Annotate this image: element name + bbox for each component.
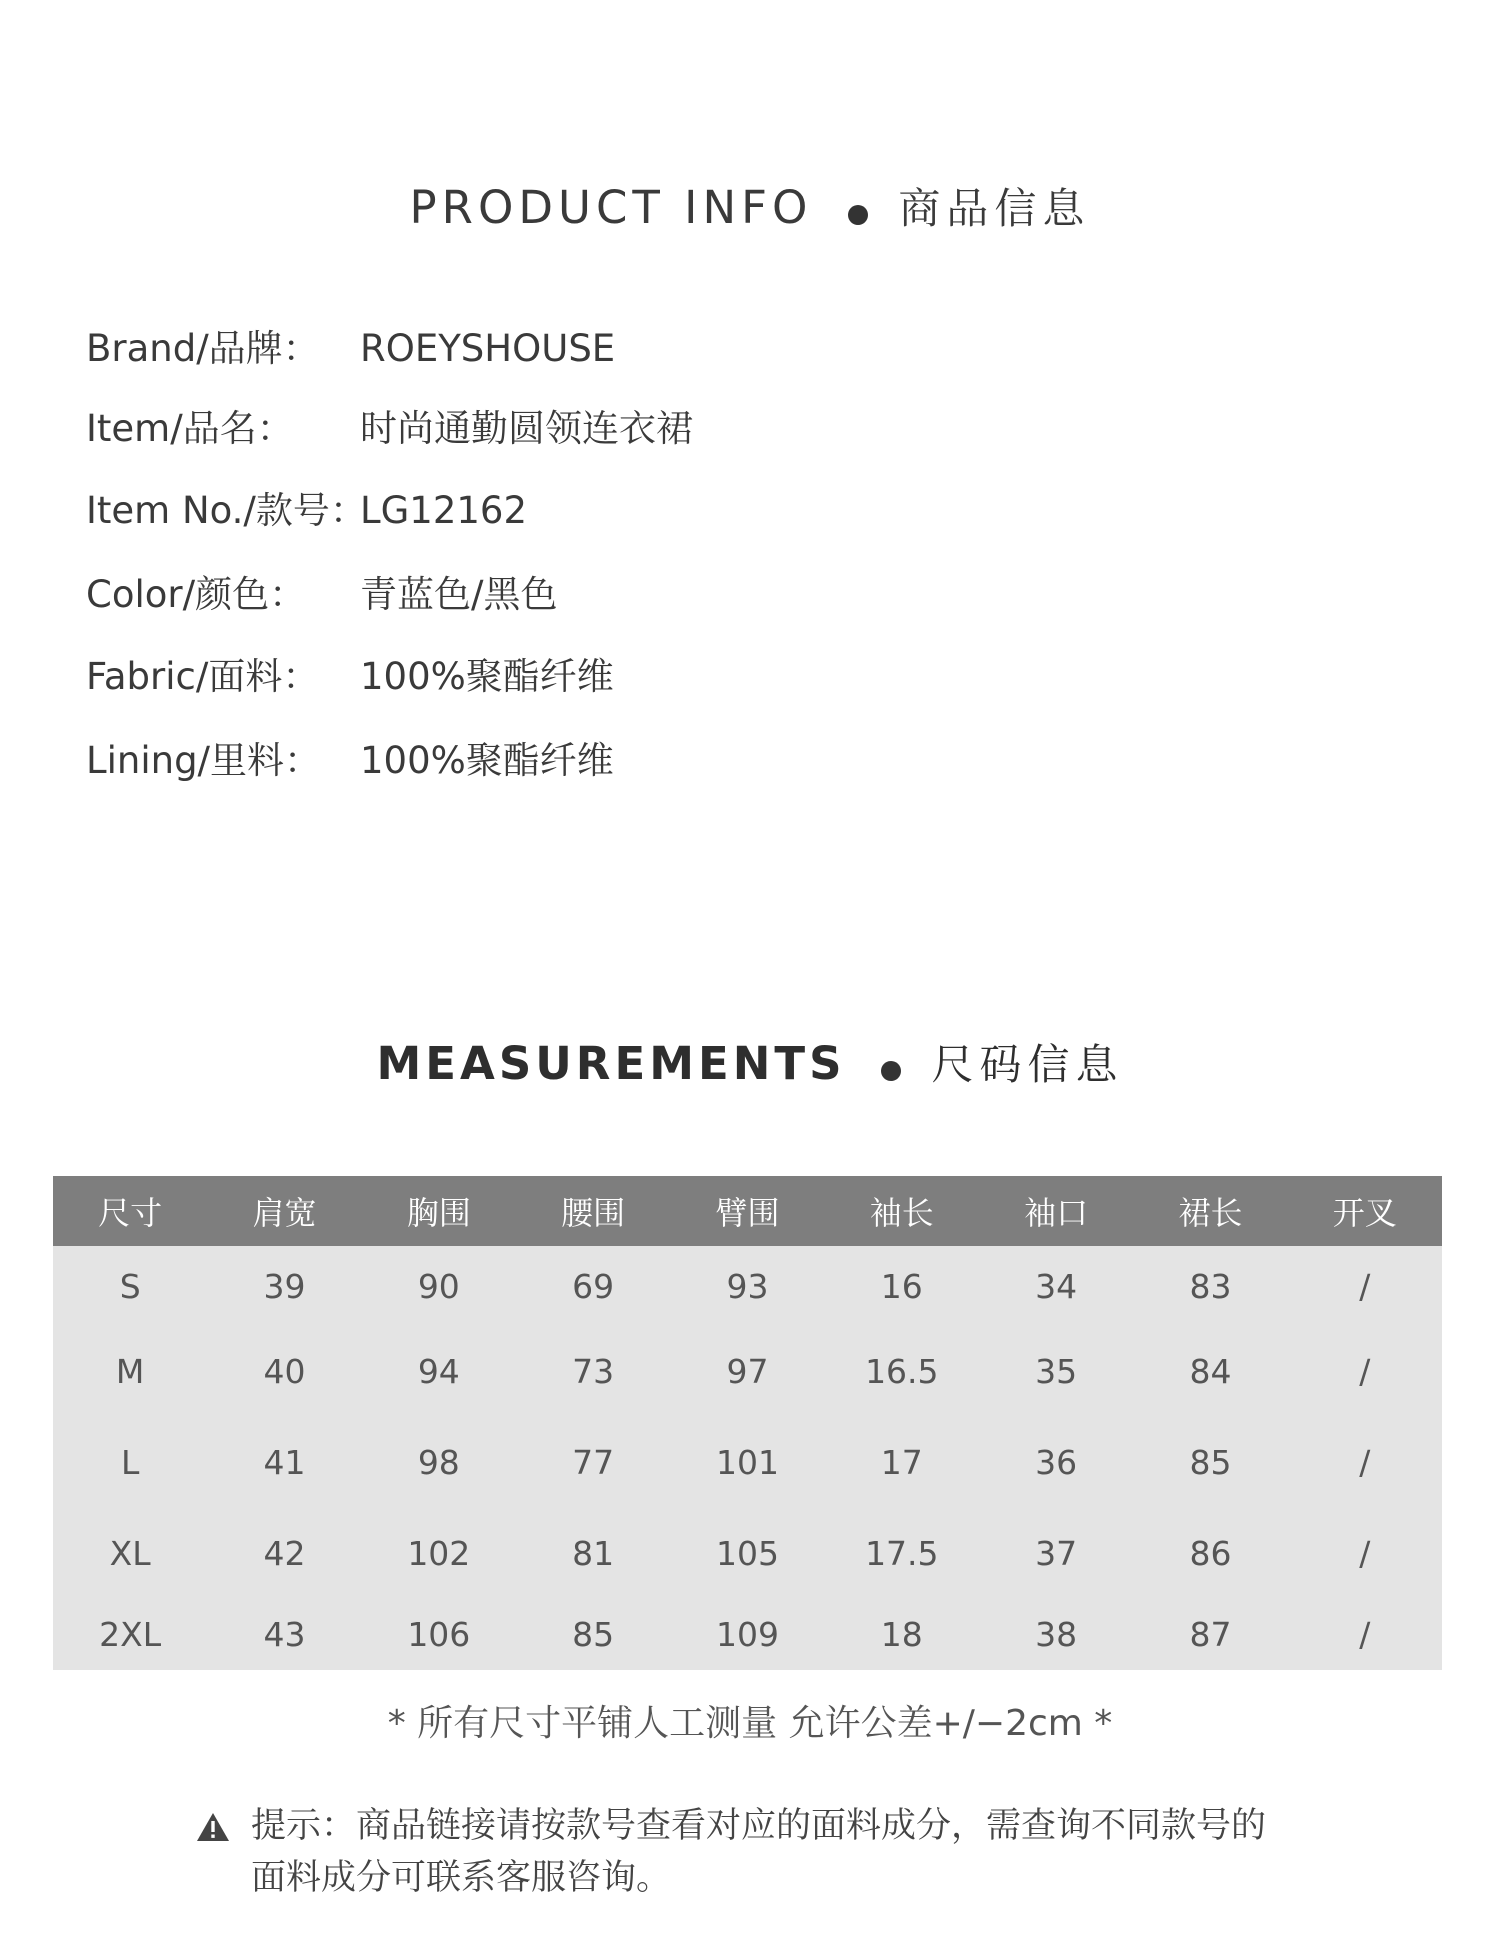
table-cell: 40 [207,1326,361,1417]
table-cell: 16.5 [825,1326,979,1417]
table-cell: 35 [979,1326,1133,1417]
header-bust: 胸围 [362,1176,516,1246]
header-cuff: 袖口 [979,1176,1133,1246]
table-cell: 83 [1133,1246,1287,1326]
info-label: Brand/品牌： [86,327,320,370]
product-info-title-zh: 商品信息 [898,184,1091,233]
info-label: Lining/里料： [86,739,322,782]
table-cell: 41 [207,1417,361,1508]
table-cell: / [1288,1417,1442,1508]
table-row [53,1417,1442,1508]
table-row [53,1326,1442,1417]
table-cell: 105 [670,1508,824,1599]
table-cell: 106 [362,1599,516,1670]
table-cell: S [53,1246,207,1326]
table-cell: / [1288,1508,1442,1599]
table-cell: 73 [516,1326,670,1417]
table-row [53,1508,1442,1599]
info-value: 青蓝色/黑色 [360,573,558,616]
info-value: ROEYSHOUSE [360,327,616,370]
table-cell: 87 [1133,1599,1287,1670]
header-arm: 臂围 [670,1176,824,1246]
tip-line-1: 提示：商品链接请按款号查看对应的面料成分，需查询不同款号的 [251,1806,1267,1846]
info-value: 时尚通勤圆领连衣裙 [360,407,693,450]
measurement-note: * 所有尺寸平铺人工测量 允许公差+/−2cm * [387,1703,1113,1744]
table-cell: 2XL [53,1599,207,1670]
info-label: Color/颜色： [86,573,307,616]
table-cell: 94 [362,1326,516,1417]
info-row-color [86,564,557,618]
table-cell: 84 [1133,1326,1287,1417]
table-cell: 90 [362,1246,516,1326]
table-cell: 36 [979,1417,1133,1508]
header-shoulder: 肩宽 [207,1176,361,1246]
tip-line-2: 面料成分可联系客服咨询。 [251,1858,672,1898]
title-dot [881,1061,901,1081]
table-row [53,1246,1442,1326]
info-row-item [86,398,693,452]
info-value: 100%聚酯纤维 [360,739,614,782]
measurements-title [0,1032,1500,1092]
table-cell: 16 [825,1246,979,1326]
table-cell: M [53,1326,207,1417]
info-value: 100%聚酯纤维 [360,655,614,698]
warning-icon [196,1812,230,1842]
size-table [53,1176,1442,1670]
header-slit: 开叉 [1288,1176,1442,1246]
table-cell: 43 [207,1599,361,1670]
tip-box [196,1800,1346,1904]
table-cell: 86 [1133,1508,1287,1599]
table-cell: XL [53,1508,207,1599]
product-info-title [0,176,1500,236]
info-row-lining [86,730,614,784]
table-cell: 98 [362,1417,516,1508]
info-row-brand [86,318,615,372]
table-cell: 39 [207,1246,361,1326]
product-info-title-en: PRODUCT INFO [409,181,813,234]
table-cell: 102 [362,1508,516,1599]
table-cell: 18 [825,1599,979,1670]
table-cell: 97 [670,1326,824,1417]
table-cell: 69 [516,1246,670,1326]
table-cell: / [1288,1246,1442,1326]
info-value: LG12162 [360,489,527,532]
header-size: 尺寸 [53,1176,207,1246]
measurements-title-en: MEASUREMENTS [376,1037,846,1090]
info-label: Item/品名： [86,407,294,450]
table-cell: 17.5 [825,1508,979,1599]
table-cell: 17 [825,1417,979,1508]
table-cell: 85 [516,1599,670,1670]
table-cell: 109 [670,1599,824,1670]
info-label: Fabric/面料： [86,655,320,698]
table-cell: 101 [670,1417,824,1508]
info-row-fabric [86,646,614,700]
title-dot [848,205,868,225]
table-cell: 34 [979,1246,1133,1326]
info-row-item-no [86,480,527,534]
table-cell: 38 [979,1599,1133,1670]
header-sleeve-length: 袖长 [825,1176,979,1246]
table-cell: L [53,1417,207,1508]
size-table-header [53,1176,1442,1246]
table-cell: / [1288,1599,1442,1670]
measurements-title-zh: 尺码信息 [931,1040,1124,1089]
table-cell: 42 [207,1508,361,1599]
table-cell: 81 [516,1508,670,1599]
header-skirt-length: 裙长 [1133,1176,1287,1246]
header-waist: 腰围 [516,1176,670,1246]
table-cell: 37 [979,1508,1133,1599]
table-cell: / [1288,1326,1442,1417]
table-cell: 93 [670,1246,824,1326]
table-row [53,1599,1442,1670]
table-cell: 85 [1133,1417,1287,1508]
table-cell: 77 [516,1417,670,1508]
info-label: Item No./款号： [86,489,367,532]
